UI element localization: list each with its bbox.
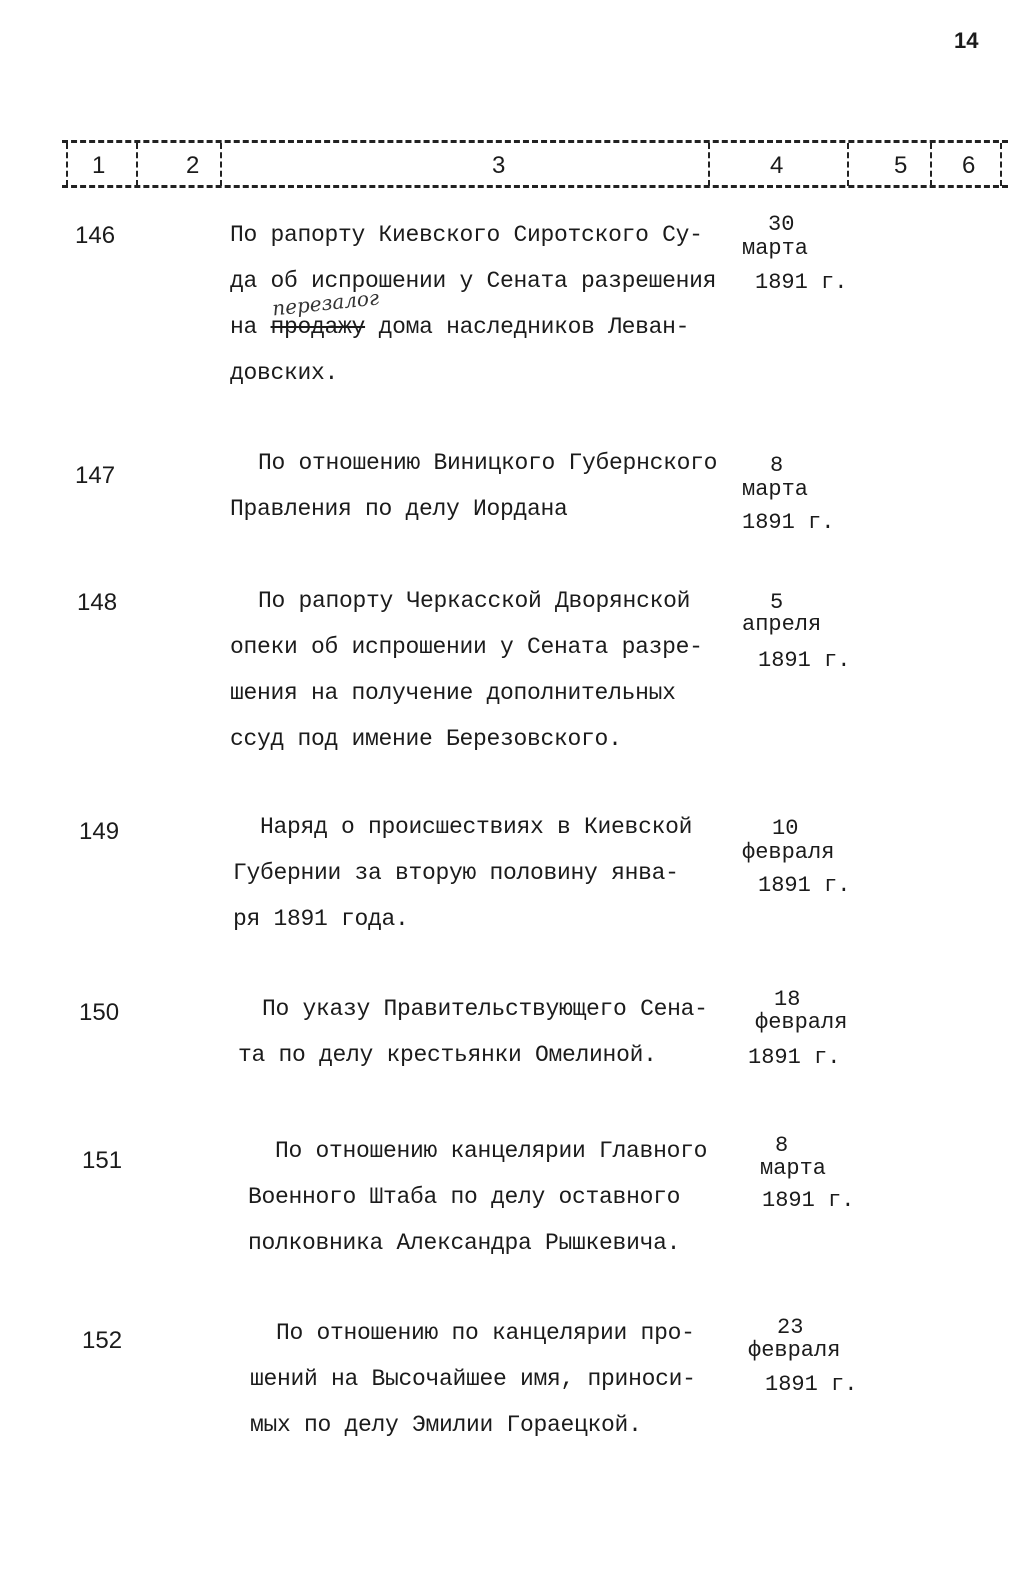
date-day: 8	[775, 1133, 789, 1158]
entry-number: 147	[75, 462, 116, 489]
date-day: 30	[768, 212, 795, 237]
column-header-5: 5	[894, 152, 908, 179]
date-month: марта	[742, 236, 809, 261]
entry-text-line: Военного Штаба по делу оставного	[248, 1184, 681, 1210]
entry-text-line: полковника Александра Рышкевича.	[248, 1230, 681, 1256]
page-number: 14	[954, 28, 979, 53]
entry-number: 146	[75, 222, 116, 249]
column-divider	[847, 143, 849, 186]
entry-text-line	[230, 316, 689, 339]
entry-number: 150	[79, 999, 120, 1026]
entry-text-line: По отношению Виницкого Губернского	[258, 450, 718, 476]
date-year: 1891 г.	[758, 873, 851, 898]
entry-text-line: довских.	[230, 360, 339, 386]
date-day: 23	[777, 1315, 804, 1340]
column-divider	[220, 143, 222, 186]
line-prefix: на	[230, 314, 258, 340]
entry-text-line: опеки об испрошении у Сената разре-	[230, 634, 703, 660]
struck-word: продажу	[270, 314, 366, 340]
entry-text-line: Наряд о происшествиях в Киевской	[260, 814, 693, 840]
column-header-4: 4	[770, 152, 784, 179]
entry-text-line: шения на получение дополнительных	[230, 680, 676, 706]
entry-text-line: Правления по делу Иордана	[230, 496, 568, 522]
column-header-3: 3	[492, 152, 506, 179]
entry-text-line: ря 1891 года.	[233, 906, 409, 932]
column-header-2: 2	[186, 152, 200, 179]
date-month: марта	[760, 1156, 827, 1181]
entry-text-line: шений на Высочайшее имя, приноси-	[250, 1366, 696, 1392]
date-year: 1891 г.	[758, 648, 851, 673]
date-year: 1891 г.	[748, 1045, 841, 1070]
date-month: марта	[742, 477, 809, 502]
date-year: 1891 г.	[742, 510, 835, 535]
entry-text-line: По рапорту Черкасской Дворянской	[258, 588, 691, 614]
date-year: 1891 г.	[762, 1188, 855, 1213]
entry-text-line: По рапорту Киевского Сиротского Су-	[230, 222, 703, 248]
date-month: апреля	[742, 612, 822, 637]
entry-text-line: По отношению по канцелярии про-	[276, 1320, 695, 1346]
column-divider	[930, 143, 932, 186]
date-day: 18	[774, 987, 801, 1012]
entry-text-line: Губернии за вторую половину янва-	[233, 860, 679, 886]
entry-number: 149	[79, 818, 120, 845]
entry-number: 148	[77, 589, 118, 616]
entry-text-line: та по делу крестьянки Омелиной.	[238, 1042, 657, 1068]
handwritten-correction: перезалог	[271, 285, 381, 321]
date-day: 5	[770, 590, 784, 615]
date-year: 1891 г.	[755, 270, 848, 295]
column-divider	[708, 143, 710, 186]
entry-text-line: да об испрошении у Сената разрешения	[230, 268, 717, 294]
entry-number: 151	[82, 1147, 123, 1174]
line-rest: дома наследников Леван-	[378, 314, 690, 340]
column-divider	[136, 143, 138, 186]
header-top-rule	[62, 140, 1008, 143]
date-year: 1891 г.	[765, 1372, 858, 1397]
entry-text-line: По указу Правительствующего Сена-	[262, 996, 708, 1022]
date-day: 10	[772, 816, 799, 841]
date-month: февраля	[742, 840, 835, 865]
date-month: февраля	[748, 1338, 841, 1363]
column-header-1: 1	[92, 152, 106, 179]
column-divider	[66, 143, 68, 186]
entry-text-line: По отношению канцелярии Главного	[275, 1138, 708, 1164]
entry-text-line: мых по делу Эмилии Гораецкой.	[250, 1412, 642, 1438]
entry-number: 152	[82, 1327, 123, 1354]
date-month: февраля	[755, 1010, 848, 1035]
column-header-6: 6	[962, 152, 976, 179]
entry-text-line: ссуд под имение Березовского.	[230, 726, 622, 752]
column-divider	[1000, 143, 1002, 186]
date-day: 8	[770, 453, 784, 478]
header-bottom-rule	[62, 185, 1008, 188]
